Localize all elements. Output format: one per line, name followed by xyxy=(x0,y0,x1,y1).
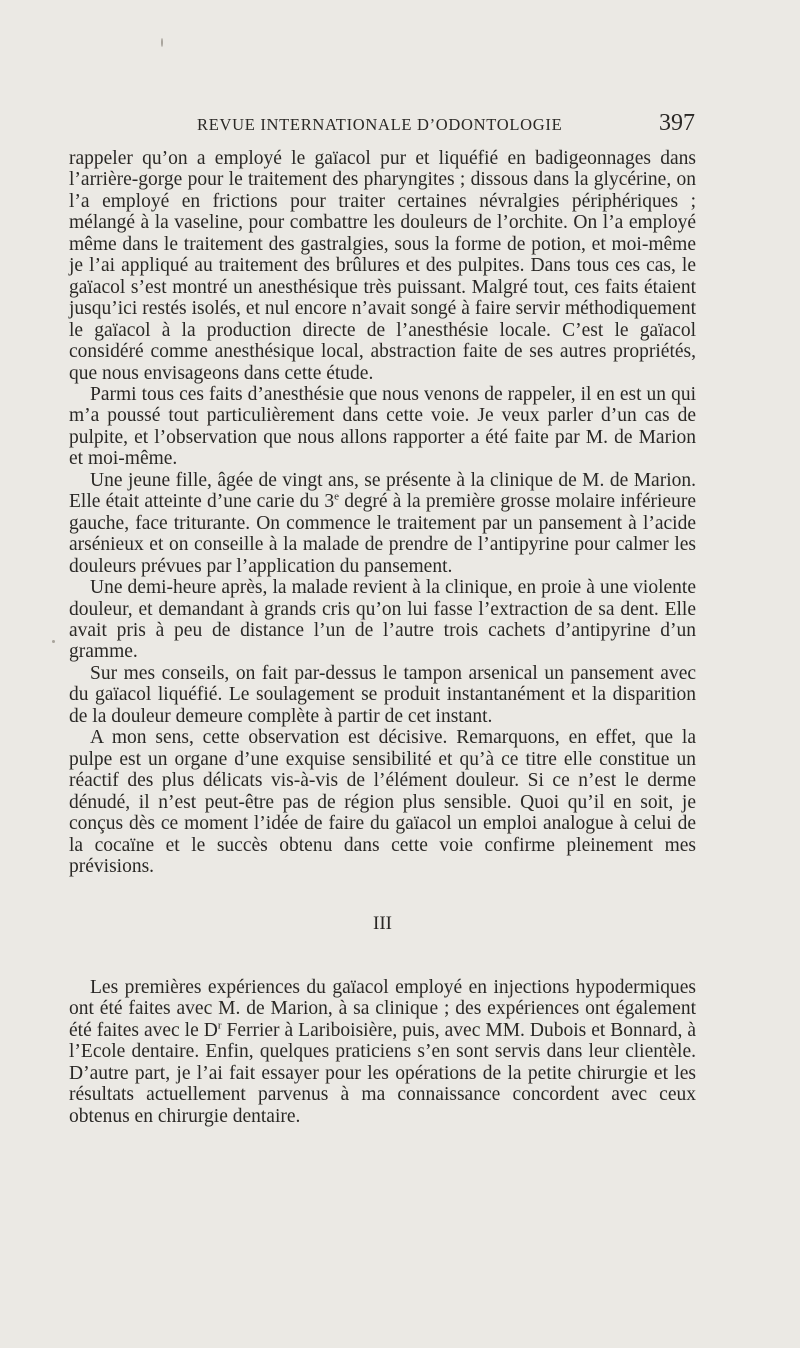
paragraph xyxy=(69,470,696,577)
page-header xyxy=(197,110,695,137)
paragraph-text: degré à la première grosse molaire inférieure gauche, face triturante. On commence le traitement par un pansement à l’acide arsénieux et on conseille à la malade de prendre de l’antipyrine pour calmer les douleurs prévues par l’application du pansement. xyxy=(69,491,696,577)
superscript: r xyxy=(217,1019,222,1032)
paragraph-text: Une jeune fille, âgée de vingt ans, se présente à la clinique de M. de Marion. Elle était atteinte d’une carie du 3 xyxy=(69,469,696,513)
page-number: 397 xyxy=(659,110,695,136)
paragraph: rappeler qu’on a employé le gaïacol pur et liquéfié en badigeonnages dans l’arrière-gorge pour le traitement des pharyngites ; dissous dans la glycérine, on l’a employé en frictions pour traiter certaines névralgies périphériques ; mélangé à la vaseline, pour combattre les douleurs de l’orchite. On l’a employé même dans le traitement des gastralgies, sous la forme de potion, et moi-même je l’ai appliqué au traitement des brûlures et des pulpites. Dans tous ces cas, le gaïacol s’est montré un anesthésique très puissant. Malgré tout, ces faits étaient jusqu’ici restés isolés, et nul encore n’avait songé à faire servir méthodiquement le gaïacol à la production directe de l’anesthésie locale. C’est le gaïacol considéré comme anesthésique local, abstraction faite de ses autres propriétés, que nous envisageons dans cette étude. xyxy=(69,148,696,384)
paragraph: Sur mes conseils, on fait par-dessus le tampon arsenical un pansement avec du gaïacol liquéfié. Le soulagement se produit instantanément et la disparition de la douleur demeure complète à partir de cet instant. xyxy=(69,662,696,727)
paragraph: A mon sens, cette observation est décisive. Remarquons, en effet, que la pulpe est un organe d’une exquise sensibilité et qu’à ce titre elle constitue un réactif des plus délicats vis-à-vis de l’élément douleur. Si ce n’est le derme dénudé, il n’est peut-être pas de région plus sensible. Quoi qu’il en soit, je conçus dès ce moment l’idée de faire du gaïacol un emploi analogue à celui de la cocaïne et le succès obtenu dans cette voie confirme pleinement mes prévisions. xyxy=(69,727,696,877)
section-heading: III xyxy=(373,913,392,935)
paragraph xyxy=(69,977,696,1127)
superscript: e xyxy=(334,490,340,503)
paragraph-text: Ferrier à Lariboisière, puis, avec MM. Dubois et Bonnard, à l’Ecole dentaire. Enfin, quelques praticiens s’en sont servis dans leur clientèle. D’autre part, je l’ai fait essayer pour les opérations de la petite chirurgie et les résultats actuellement parvenus à ma connaissance concordent avec ceux obtenus en chirurgie dentaire. xyxy=(69,1019,696,1127)
paragraph: Parmi tous ces faits d’anesthésie que nous venons de rappeler, il en est un qui m’a poussé tout particulièrement dans cette voie. Je veux parler d’un cas de pulpite, et l’observation que nous allons rapporter a été faite par M. de Marion et moi-même. xyxy=(69,383,696,470)
paper-speck xyxy=(52,640,55,643)
paper-speck xyxy=(161,38,163,47)
paragraph-text: Les premières expériences du gaïacol employé en injections hypodermiques ont été faites avec M. de Marion, à sa clinique ; des expériences ont également été faites avec le D xyxy=(69,976,696,1041)
running-head: REVUE INTERNATIONALE D’ODONTOLOGIE xyxy=(197,115,563,134)
paragraph: Une demi-heure après, la malade revient à la clinique, en proie à une violente douleur, et demandant à grands cris qu’on lui fasse l’extraction de sa dent. Elle avait pris à peu de distance l’un de l’autre trois cachets d’antipyrine d’un gramme. xyxy=(69,577,696,663)
body-text xyxy=(69,148,696,1127)
